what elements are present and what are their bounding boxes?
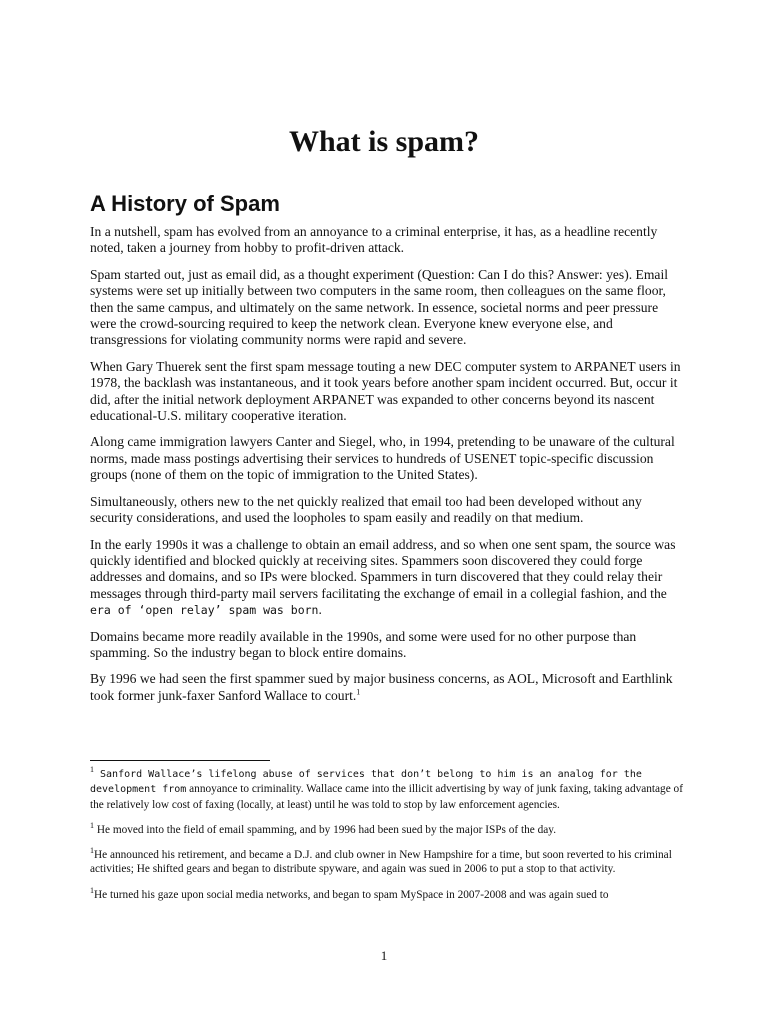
paragraph: Domains became more readily available in the 1990s, and some were used for no other purpose than spamming. So the industry began to block entire domains. xyxy=(90,628,637,660)
paragraph xyxy=(90,537,684,619)
footnote xyxy=(90,767,684,812)
page-number: 1 xyxy=(380,948,388,963)
paragraph: Along came immigration lawyers Canter and Siegel, who, in 1994, pretending to be unaware of the cultural norms, made mass postings advertising their services to hundreds of USENET topic-specific discussion groups (none of them on the topic of immigration to the United States). xyxy=(90,434,675,483)
body-text xyxy=(90,224,684,714)
footnote-marker: 1 xyxy=(90,821,94,831)
paragraph-text: In the early 1990s it was a challenge to obtain an email address, and so when one sent spam, the source was quickly identified and blocked quickly at receiving sites. Spammers soon discovered they could forge addresses and domains, and so IPs were blocked. Spammers in turn discovered that they could relay their messages through third-party mail servers facilitating the exchange of email in a collegial fashion, and the xyxy=(90,536,676,601)
footnote-text: He announced his retirement, and became a D.J. and club owner in New Hampshire for a time, but soon reverted to his criminal activities; He shifted gears and began to distribute spyware, and again was sued in 2006 to put a stop to that activity. xyxy=(90,849,672,876)
footnote-reference[interactable]: 1 xyxy=(356,687,361,697)
footnote-lead-text: Sanford Wallace’s lifelong abuse of services that don’t belong to him is an analog for the development from xyxy=(90,769,642,796)
paragraph: Spam started out, just as email did, as a thought experiment (Question: Can I do this? Answer: yes). Email systems were set up initially between two computers in the same room, then colleagues on the same floor, then the same campus, and ultimately on the same network. In essence, societal norms and peer pressure were the crowd-sourcing required to keep the network clean. Everyone knew everyone else, and transgressions for violating community norms were rapid and severe. xyxy=(90,266,669,348)
paragraph-text-alt-font: era of ‘open relay’ spam was born xyxy=(90,603,319,618)
footnote-text: He turned his gaze upon social media networks, and began to spam MySpace in 2007-2008 and was again sued to xyxy=(94,888,609,901)
paragraph: Simultaneously, others new to the net quickly realized that email too had been developed without any security considerations, and used the loopholes to spam easily and readily on that medium. xyxy=(90,493,642,526)
footnote-text: annoyance to criminality. Wallace came into the illicit advertising by way of junk faxing, taking advantage of the relatively low cost of faxing (locally, at least) until he was told to stop by law enforcement agencies. xyxy=(90,783,683,811)
footnote-marker: 1 xyxy=(90,886,94,896)
paragraph: When Gary Thuerek sent the first spam message touting a new DEC computer system to ARPANET users in 1978, the backlash was instantaneous, and it took years before another spam incident occurred. But, occur it did, after the initial network deployment ARPANET was expanded to other concerns beyond its nascent educational-U.S. military cooperative iteration. xyxy=(90,358,681,424)
paragraph-text: By 1996 we had seen the first spammer sued by major business concerns, as AOL, Microsoft and Earthlink took former junk-faxer Sanford Wallace to court. xyxy=(90,671,673,703)
paragraph: In a nutshell, spam has evolved from an annoyance to a criminal enterprise, it has, as a headline recently noted, taken a journey from hobby to profit-driven attack. xyxy=(90,224,658,256)
footnote xyxy=(90,888,684,902)
section-heading: A History of Spam xyxy=(90,191,280,216)
footnote-marker: 1 xyxy=(90,846,94,856)
footnote-separator xyxy=(90,760,270,761)
paragraph xyxy=(90,671,684,704)
footnote xyxy=(90,823,684,837)
paragraph-text: . xyxy=(318,602,322,618)
page-title: What is spam? xyxy=(288,125,480,158)
footnotes xyxy=(90,767,684,913)
footnote-marker: 1 xyxy=(90,765,94,775)
footnote xyxy=(90,848,684,877)
footnote-text: He moved into the field of email spamming, and by 1996 had been sued by the major ISPs of the day. xyxy=(94,823,557,836)
